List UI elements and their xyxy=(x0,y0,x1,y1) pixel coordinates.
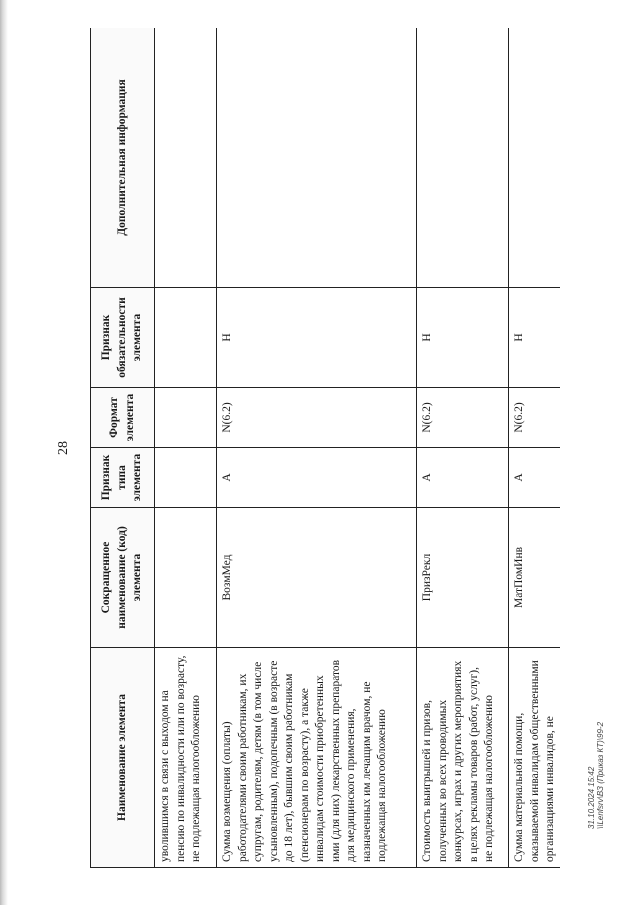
cell-code: МатПомИнв xyxy=(509,508,561,648)
scan-edge xyxy=(0,0,8,905)
cell-type: A xyxy=(417,448,509,508)
cell-format xyxy=(155,388,217,448)
cell-info xyxy=(509,28,561,288)
cell-info xyxy=(417,28,509,288)
document-sheet xyxy=(90,28,560,868)
cell-info xyxy=(217,28,417,288)
cell-format: N(6.2) xyxy=(417,388,509,448)
stamp-path: \\Lenfsrv\ВЗ (Приказ КТ)\99-2 xyxy=(596,721,605,829)
cell-name: Сумма возмещения (оплаты) работодателями своим работникам, их супругам, родителям, детям (в том числе усыновленным), подопечным (в возрасте до 18 лет), бывшим своим работникам (пенсионерам по возрасту), а также инвалидам стоимости приобретенных ими (для них) лекарственных препаратов для медицинского применения, назначенных им лечащим врачом, не подлежащая налогообложению xyxy=(217,648,417,868)
cell-code: ПризРекл xyxy=(417,508,509,648)
table-header-row xyxy=(91,28,155,868)
cell-required: Н xyxy=(217,288,417,388)
header-required: Признак обязательности элемента xyxy=(91,288,155,388)
cell-type: A xyxy=(217,448,417,508)
table-row xyxy=(155,28,217,868)
cell-name: Стоимость выигрышей и призов, полученных во всех проводимых конкурсах, играх и других мероприятиях в целях рекламы товаров (работ, услуг), не подлежащая налогообложению xyxy=(417,648,509,868)
header-format: Формат элемента xyxy=(91,388,155,448)
cell-info xyxy=(155,28,217,288)
rotated-table-wrapper xyxy=(90,28,560,868)
cell-format: N(6.2) xyxy=(509,388,561,448)
cell-type: A xyxy=(509,448,561,508)
cell-format: N(6.2) xyxy=(217,388,417,448)
file-stamp xyxy=(587,721,605,829)
cell-code xyxy=(155,508,217,648)
cell-required xyxy=(155,288,217,388)
cell-code: ВозмМед xyxy=(217,508,417,648)
cell-required: Н xyxy=(509,288,561,388)
table-row xyxy=(417,28,509,868)
table-row xyxy=(217,28,417,868)
header-info: Дополнительная информация xyxy=(91,28,155,288)
cell-required: Н xyxy=(417,288,509,388)
cell-name: уволившимся в связи с выходом на пенсию по инвалидности или по возрасту, не подлежащая налогообложению xyxy=(155,648,217,868)
header-name: Наименование элемента xyxy=(91,648,155,868)
stamp-date: 31.10.2024 15:42 xyxy=(587,766,596,829)
elements-table xyxy=(90,28,560,868)
header-code: Сокращенное наименование (код) элемента xyxy=(91,508,155,648)
cell-type xyxy=(155,448,217,508)
cell-name: Сумма материальной помощи, оказываемой инвалидам общественными организациями инвалидов, не xyxy=(509,648,561,868)
table-row xyxy=(509,28,561,868)
page-number: 28 xyxy=(56,441,71,455)
header-type: Признак типа элемента xyxy=(91,448,155,508)
